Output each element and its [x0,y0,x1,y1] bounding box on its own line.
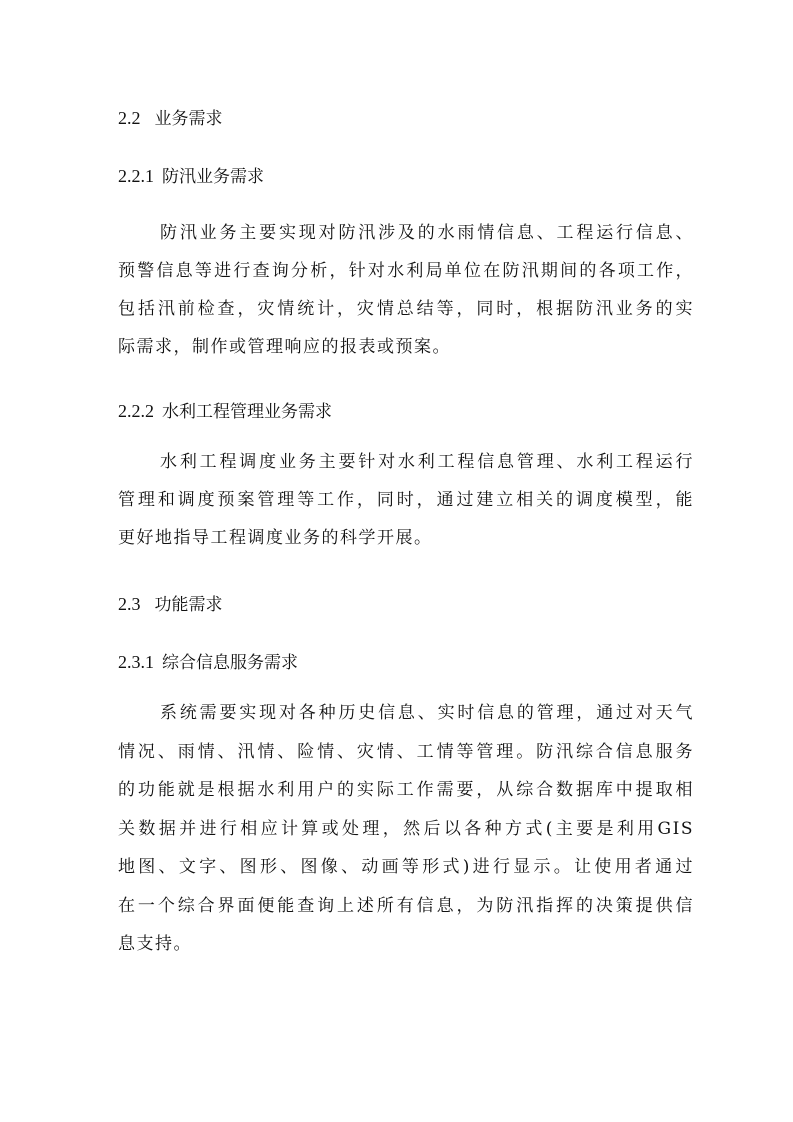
section-heading-2-2-2 [118,400,332,423]
paragraph-line: 更好地指导工程调度业务的科学开展。 [118,528,433,548]
paragraph-line: 际需求，制作或管理响应的报表或预案。 [118,337,451,357]
section-number: 2.2.2 [118,401,154,421]
paragraph-line: 包括汛前检查，灾情统计，灾情总结等，同时，根据防汛业务的实 [118,299,694,319]
section-heading-2-2-1 [118,165,264,188]
section-number: 2.3 [118,594,141,614]
section-title: 功能需求 [154,595,223,615]
paragraph-line: 管理和调度预案管理等工作，同时，通过建立相关的调度模型，能 [118,490,694,510]
paragraph-line: 的功能就是根据水利用户的实际工作需要，从综合数据库中提取相 [118,780,694,800]
paragraph-line: 息支持。 [118,934,192,954]
paragraph-line: 水利工程调度业务主要针对水利工程信息管理、水利工程运行 [160,452,694,472]
section-number: 2.2 [118,108,141,128]
section-heading-2-3-1 [118,651,298,674]
section-title: 综合信息服务需求 [162,653,298,673]
section-heading-2-2 [118,107,223,130]
paragraph-line: 预警信息等进行查询分析，针对水利局单位在防汛期间的各项工作， [118,261,694,281]
paragraph-line: 关数据并进行相应计算或处理，然后以各种方式(主要是利用GIS [118,819,694,839]
section-title: 水利工程管理业务需求 [162,402,332,422]
section-number: 2.3.1 [118,652,154,672]
section-title: 业务需求 [154,109,223,129]
paragraph-line: 防汛业务主要实现对防汛涉及的水雨情信息、工程运行信息、 [160,223,694,243]
section-number: 2.2.1 [118,166,154,186]
paragraph-line: 系统需要实现对各种历史信息、实时信息的管理，通过对天气 [160,703,694,723]
section-title: 防汛业务需求 [162,167,264,187]
paragraph-line: 地图、文字、图形、图像、动画等形式)进行显示。让使用者通过 [118,857,694,877]
paragraph-line: 在一个综合界面便能查询上述所有信息，为防汛指挥的决策提供信 [118,896,694,916]
paragraph-line: 情况、雨情、汛情、险情、灾情、工情等管理。防汛综合信息服务 [118,742,694,762]
section-heading-2-3 [118,593,223,616]
